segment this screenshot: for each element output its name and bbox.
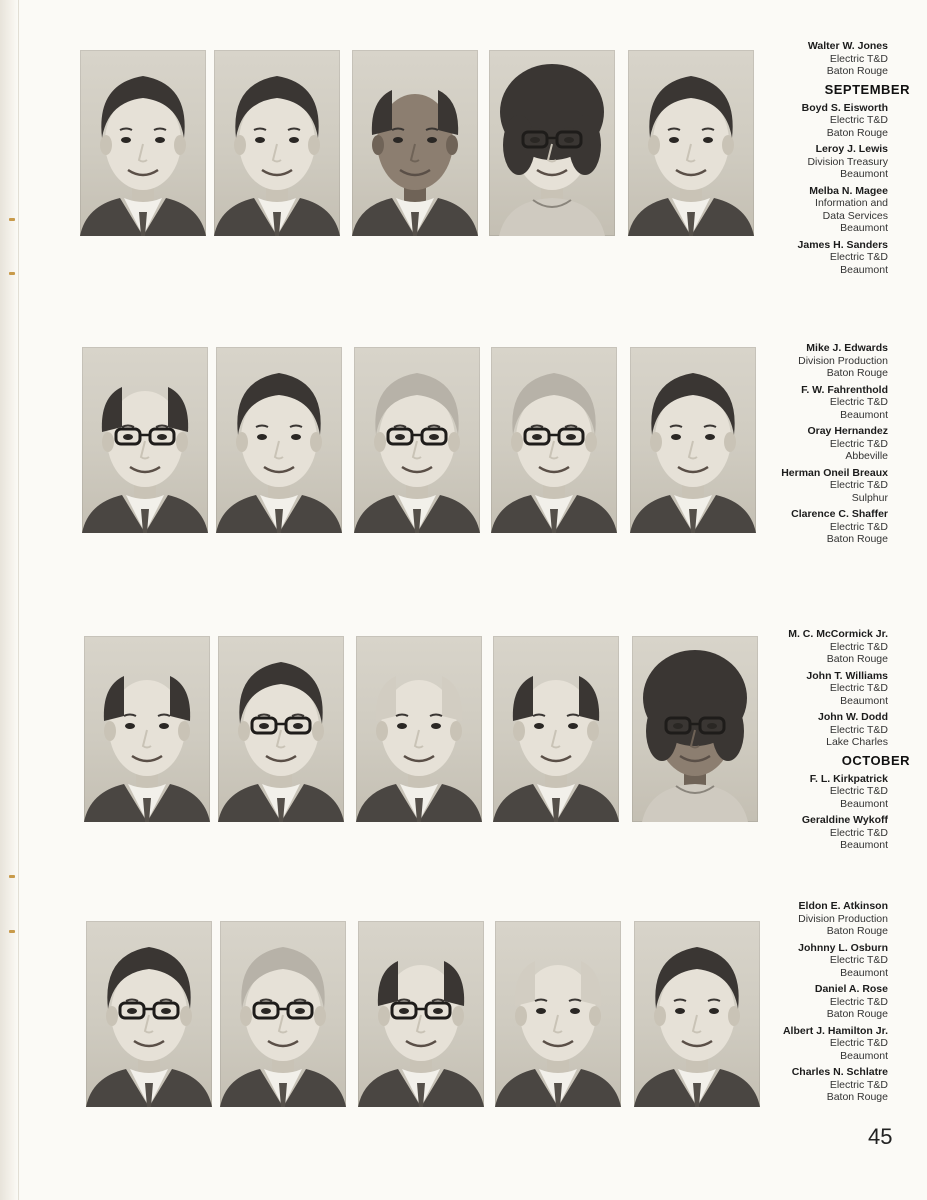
- employee-entry: [738, 983, 888, 1021]
- employee-entry: [738, 942, 888, 980]
- employee-location: Lake Charles: [826, 736, 888, 748]
- employee-name: Oray Hernandez: [807, 425, 888, 437]
- employee-entry: [738, 670, 888, 708]
- employee-department: Electric T&D: [829, 1037, 888, 1049]
- employee-location: Beaumont: [840, 222, 888, 234]
- employee-name: Boyd S. Eisworth: [801, 101, 888, 114]
- employee-department: Electric T&D: [829, 954, 888, 966]
- portrait-photo: [356, 636, 482, 822]
- portrait-photo: [220, 921, 346, 1107]
- employee-department: Division Production: [798, 912, 888, 925]
- employee-entry: [738, 467, 888, 505]
- employee-location: Baton Rouge: [826, 367, 888, 379]
- employee-department: Electric T&D: [829, 520, 888, 533]
- employee-entry: [738, 425, 888, 463]
- binding-staple: [9, 930, 15, 933]
- employee-entry: [738, 185, 888, 235]
- employee-location: Baton Rouge: [826, 925, 888, 937]
- employee-name: Walter W. Jones: [807, 40, 888, 52]
- employee-location: Beaumont: [840, 694, 888, 707]
- employee-entry: [738, 40, 888, 78]
- month-heading: SEPTEMBER: [824, 81, 910, 97]
- employee-department: Electric T&D: [829, 723, 888, 736]
- employee-department: Electric T&D: [829, 437, 888, 450]
- binding-staple: [9, 875, 15, 878]
- employee-name: Melba N. Magee: [809, 184, 888, 197]
- name-list: [738, 342, 888, 550]
- employee-name: John W. Dodd: [818, 711, 888, 723]
- employee-entry: [738, 143, 888, 181]
- binding-staple: [9, 272, 15, 275]
- employee-name: Daniel A. Rose: [814, 983, 888, 995]
- employee-name: James H. Sanders: [797, 238, 888, 251]
- binding-staple: [9, 218, 15, 221]
- employee-entry: [738, 239, 888, 277]
- name-list: [738, 900, 888, 1108]
- employee-location: Beaumont: [840, 263, 888, 276]
- employee-name: John T. Williams: [806, 669, 888, 682]
- portrait-photo: [84, 636, 210, 822]
- portrait-photo: [628, 50, 754, 236]
- employee-location: Beaumont: [840, 1049, 888, 1062]
- employee-entry: [738, 102, 888, 140]
- employee-location: Baton Rouge: [826, 1008, 888, 1020]
- employee-name: Albert J. Hamilton Jr.: [782, 1024, 888, 1037]
- employee-location: Beaumont: [840, 797, 888, 810]
- portrait-photo: [489, 50, 615, 236]
- employee-name: Eldon E. Atkinson: [798, 900, 888, 912]
- employee-location: Baton Rouge: [826, 533, 888, 545]
- employee-name: Charles N. Schlatre: [791, 1066, 888, 1078]
- employee-location: Beaumont: [840, 966, 888, 979]
- employee-name: Herman Oneil Breaux: [781, 466, 888, 479]
- employee-name: Mike J. Edwards: [806, 342, 888, 354]
- employee-location: Beaumont: [840, 168, 888, 180]
- employee-department: Electric T&D: [829, 479, 888, 491]
- employee-department: Electric T&D: [829, 640, 888, 653]
- portrait-photo: [86, 921, 212, 1107]
- portrait-photo: [216, 347, 342, 533]
- employee-department: Electric T&D: [829, 114, 888, 126]
- employee-department: Data Services: [822, 209, 888, 222]
- employee-name: M. C. McCormick Jr.: [788, 628, 888, 640]
- employee-entry: [738, 1066, 888, 1104]
- employee-entry: [738, 628, 888, 666]
- employee-name: Clarence C. Shaffer: [791, 508, 888, 520]
- portrait-photo: [491, 347, 617, 533]
- employee-department: Electric T&D: [829, 1078, 888, 1091]
- page-number: 45: [868, 1124, 893, 1149]
- employee-department: Electric T&D: [829, 682, 888, 694]
- portrait-photo: [218, 636, 344, 822]
- employee-department: Division Production: [798, 354, 888, 367]
- employee-department: Electric T&D: [829, 396, 888, 408]
- employee-department: Electric T&D: [829, 995, 888, 1008]
- employee-location: Beaumont: [840, 839, 888, 851]
- employee-department: Electric T&D: [829, 826, 888, 839]
- employee-department: Electric T&D: [829, 52, 888, 65]
- employee-name: F. L. Kirkpatrick: [809, 772, 888, 785]
- portrait-photo: [352, 50, 478, 236]
- portrait-photo: [80, 50, 206, 236]
- employee-entry: [738, 508, 888, 546]
- employee-location: Baton Rouge: [826, 65, 888, 77]
- portrait-photo: [493, 636, 619, 822]
- employee-department: Division Treasury: [807, 155, 888, 168]
- employee-entry: [738, 900, 888, 938]
- employee-department: Electric T&D: [829, 785, 888, 797]
- employee-entry: [738, 773, 888, 811]
- employee-name: Johnny L. Osburn: [798, 941, 888, 954]
- employee-name: F. W. Fahrenthold: [801, 383, 888, 396]
- employee-name: Leroy J. Lewis: [815, 143, 888, 155]
- binding-spine: [0, 0, 19, 1200]
- month-heading: OCTOBER: [841, 752, 910, 768]
- employee-name: Geraldine Wykoff: [801, 814, 888, 826]
- employee-location: Beaumont: [840, 408, 888, 421]
- portrait-photo: [495, 921, 621, 1107]
- employee-location: Baton Rouge: [826, 1091, 888, 1103]
- portrait-photo: [82, 347, 208, 533]
- portrait-photo: [358, 921, 484, 1107]
- employee-entry: [738, 1025, 888, 1063]
- employee-location: Sulphur: [851, 491, 888, 504]
- portrait-photo: [354, 347, 480, 533]
- name-list: [738, 40, 910, 280]
- employee-location: Baton Rouge: [826, 126, 888, 139]
- employee-entry: [738, 814, 888, 852]
- employee-entry: [738, 342, 888, 380]
- name-list: [738, 628, 910, 856]
- portrait-photo: [214, 50, 340, 236]
- employee-location: Abbeville: [845, 450, 888, 462]
- employee-entry: [738, 711, 888, 749]
- employee-entry: [738, 384, 888, 422]
- employee-department: Electric T&D: [829, 251, 888, 263]
- employee-location: Baton Rouge: [826, 653, 888, 665]
- employee-department: Information and: [815, 197, 888, 209]
